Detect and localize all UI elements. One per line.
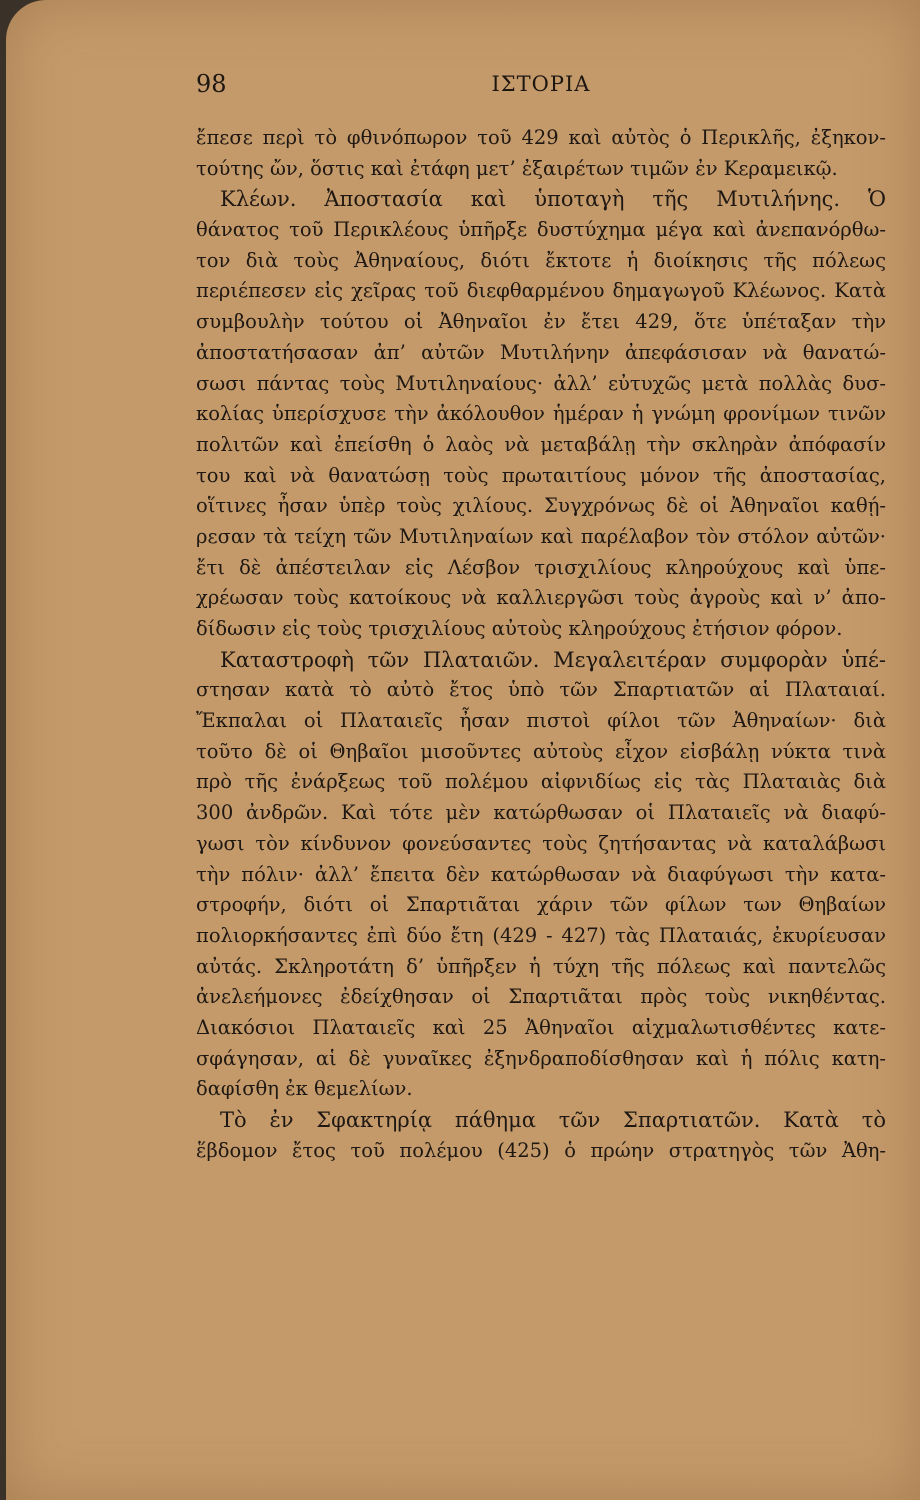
text-line: στησαν κατὰ τὸ αὐτὸ ἔτος ὑπὸ τῶν Σπαρτιατῶν αἱ Πλαταιαί. — [196, 678, 886, 702]
text-line: πρὸ τῆς ἐνάρξεως τοῦ πολέμου αἰφνιδίως εἰς τὰς Πλαταιὰς διὰ — [196, 770, 886, 794]
text-line: χρέωσαν τοὺς κατοίκους νὰ καλλιεργῶσι τοὺς ἀγροὺς καὶ ν’ ἀπο- — [196, 586, 886, 610]
section-heading-line: Κλέων. Ἀποστασία καὶ ὑποταγὴ τῆς Μυτιλήνης. Ὁ — [220, 187, 886, 212]
text-line: 300 ἀνδρῶν. Καὶ τότε μὲν κατώρθωσαν οἱ Πλαταιεῖς νὰ διαφύ- — [196, 801, 886, 825]
page-number: 98 — [196, 70, 227, 98]
text-line: συμβουλὴν τούτου οἱ Ἀθηναῖοι ἐν ἔτει 429, ὅτε ὑπέταξαν τὴν — [196, 310, 886, 334]
text-line: οἵτινες ἦσαν ὑπὲρ τοὺς χιλίους. Συγχρόνως δὲ οἱ Ἀθηναῖοι καθῄ- — [196, 494, 886, 518]
text-line: ρεσαν τὰ τείχη τῶν Μυτιληναίων καὶ παρέλαβον τὸν στόλον αὐτῶν· — [196, 524, 886, 548]
text-line: ἀποστατήσασαν ἀπ’ αὐτῶν Μυτιλήνην ἀπεφάσισαν νὰ θανατώ- — [196, 340, 886, 364]
text-line: σφάγησαν, αἱ δὲ γυναῖκες ἐξηνδραποδίσθησαν καὶ ἡ πόλις κατη- — [196, 1046, 886, 1070]
text-line: τὴν πόλιν· ἀλλ’ ἔπειτα δὲν κατώρθωσαν νὰ διαφύγωσι τὴν κατα- — [196, 862, 886, 886]
text-line: δίδωσιν εἰς τοὺς τρισχιλίους αὐτοὺς κληρούχους ἐτήσιον φόρον. — [196, 617, 843, 640]
text-line: πολιορκήσαντες ἐπὶ δύο ἔτη (429 - 427) τὰς Πλαταιάς, ἐκυρίευσαν — [196, 923, 886, 947]
text-line: ἔτι δὲ ἀπέστειλαν εἰς Λέσβον τρισχιλίους κληρούχους καὶ ὑπε- — [196, 555, 886, 579]
text-line: σωσι πάντας τοὺς Μυτιληναίους· ἀλλ’ εὐτυχῶς μετὰ πολλὰς δυσ- — [196, 371, 886, 395]
book-page — [6, 0, 920, 1500]
text-line: Ἔκπαλαι οἱ Πλαταιεῖς ἦσαν πιστοὶ φίλοι τῶν Ἀθηναίων· διὰ — [196, 709, 886, 733]
text-line: δαφίσθη ἐκ θεμελίων. — [196, 1077, 413, 1101]
body-text — [196, 123, 886, 1166]
text-line: ἕβδομον ἔτος τοῦ πολέμου (425) ὁ πρώην στρατηγὸς τῶν Ἀθη- — [196, 1138, 886, 1162]
text-line: τοῦτο δὲ οἱ Θηβαῖοι μισοῦντες αὐτοὺς εἶχον εἰσβάλῃ νύκτα τινὰ — [196, 739, 886, 763]
text-line: θάνατος τοῦ Περικλέους ὑπῆρξε δυστύχημα μέγα καὶ ἀνεπανόρθω- — [196, 218, 886, 242]
text-line: του καὶ νὰ θανατώσῃ τοὺς πρωταιτίους μόνον τῆς ἀποστασίας, — [196, 463, 886, 487]
running-head: ΙΣΤΟΡΙΑ — [491, 72, 591, 96]
text-line: αὐτάς. Σκληροτάτη δ’ ὑπῆρξεν ἡ τύχη τῆς πόλεως καὶ παντελῶς — [196, 954, 886, 978]
text-line: περιέπεσεν εἰς χεῖρας τοῦ διεφθαρμένου δημαγωγοῦ Κλέωνος. Κατὰ — [196, 279, 886, 303]
text-line: στροφήν, διότι οἱ Σπαρτιᾶται χάριν τῶν φίλων των Θηβαίων — [196, 893, 886, 917]
text-line: πολιτῶν καὶ ἐπείσθη ὁ λαὸς νὰ μεταβάλῃ τὴν σκληρὰν ἀπόφασίν — [196, 432, 886, 456]
text-line: τούτης ὤν, ὅστις καὶ ἐτάφη μετ’ ἐξαιρέτων τιμῶν ἐν Κεραμεικῷ. — [196, 156, 838, 180]
text-line: τον διὰ τοὺς Ἀθηναίους, διότι ἔκτοτε ἡ διοίκησις τῆς πόλεως — [196, 248, 886, 272]
section-heading-line: Τὸ ἐν Σφακτηρίᾳ πάθημα τῶν Σπαρτιατῶν. Κατὰ τὸ — [220, 1108, 886, 1132]
text-line: κολίας ὑπερίσχυσε τὴν ἀκόλουθον ἡμέραν ἡ γνώμη φρονίμων τινῶν — [196, 402, 886, 426]
text-line: Διακόσιοι Πλαταιεῖς καὶ 25 Ἀθηναῖοι αἰχμαλωτισθέντες κατε- — [196, 1015, 886, 1039]
text-line: ἀνελεήμονες ἐδείχθησαν οἱ Σπαρτιᾶται πρὸς τοὺς νικηθέντας. — [196, 985, 886, 1009]
text-line: ἔπεσε περὶ τὸ φθινόπωρον τοῦ 429 καὶ αὐτὸς ὁ Περικλῆς, ἐξηκον- — [196, 126, 886, 149]
text-line: γωσι τὸν κίνδυνον φονεύσαντες τοὺς ζητήσαντας νὰ καταλάβωσι — [196, 831, 886, 855]
page-header — [196, 70, 886, 106]
section-heading-line: Καταστροφὴ τῶν Πλαταιῶν. Μεγαλειτέραν συμφορὰν ὑπέ- — [220, 647, 886, 672]
